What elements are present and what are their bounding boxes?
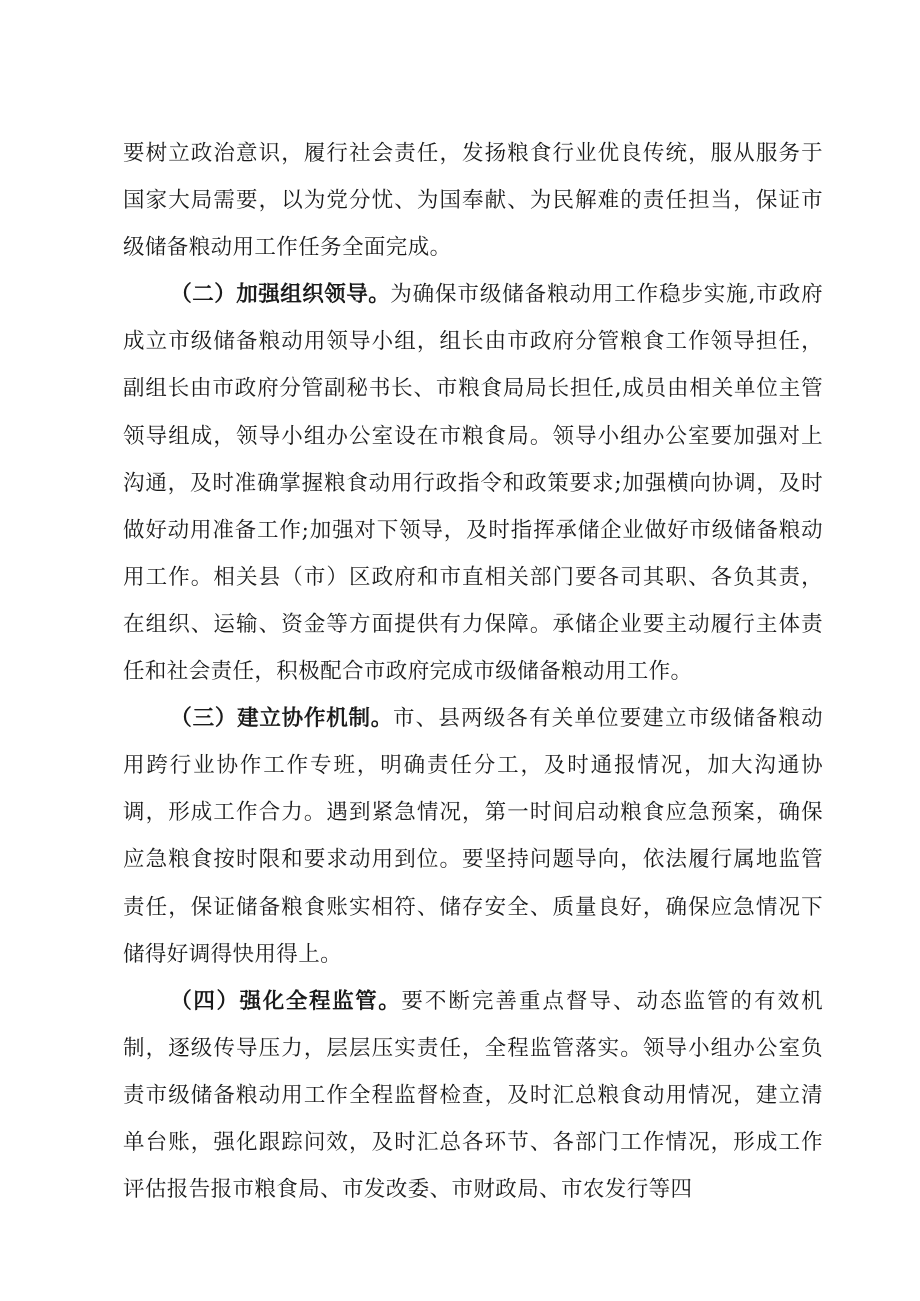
paragraph-continuation [123,130,823,271]
paragraph-text: 要树立政治意识，履行社会责任，发扬粮食行业优良传统，服从服务于国家大局需要，以为党分忧、为国奉献、为民解难的责任担当，保证市级储备粮动用工作任务全面完成。 [123,141,823,261]
paragraph-organization-leadership [123,271,823,695]
paragraph-text: 市、县两级各有关单位要建立市级储备粮动用跨行业协作工作专班，明确责任分工，及时通报情况，加大沟通协调，形成工作合力。遇到紧急情况，第一时间启动粮食应急预案，确保应急粮食按时限和要求动用到位。要坚持问题导向，依法履行属地监管责任，保证储备粮食账实相符、储存安全、质量良好，确保应急情况下储得好调得快用得上。 [123,706,823,967]
paragraph-cooperation-mechanism [123,695,823,978]
section-heading: （二）加强组织领导。 [170,282,391,308]
paragraph-full-supervision [123,978,823,1213]
section-heading: （三）建立协作机制。 [170,706,394,732]
paragraph-text: 为确保市级储备粮动用工作稳步实施,市政府成立市级储备粮动用领导小组，组长由市政府分管粮食工作领导担任，副组长由市政府分管副秘书长、市粮食局局长担任,成员由相关单位主管领导组成，领导小组办公室设在市粮食局。领导小组办公室要加强对上沟通，及时准确掌握粮食动用行政指令和政策要求;加强横向协调，及时做好动用准备工作;加强对下领导，及时指挥承储企业做好市级储备粮动用工作。相关县（市）区政府和市直相关部门要各司其职、各负其责，在组织、运输、资金等方面提供有力保障。承储企业要主动履行主体责任和社会责任，积极配合市政府完成市级储备粮动用工作。 [123,282,823,685]
section-heading: （四）强化全程监管。 [170,988,402,1014]
document-page [123,130,823,1213]
paragraph-text: 要不断完善重点督导、动态监管的有效机制，逐级传导压力，层层压实责任，全程监管落实。领导小组办公室负责市级储备粮动用工作全程监督检查，及时汇总粮食动用情况，建立清单台账，强化跟踪问效，及时汇总各环节、各部门工作情况，形成工作评估报告报市粮食局、市发改委、市财政局、市农发行等四 [123,988,823,1203]
